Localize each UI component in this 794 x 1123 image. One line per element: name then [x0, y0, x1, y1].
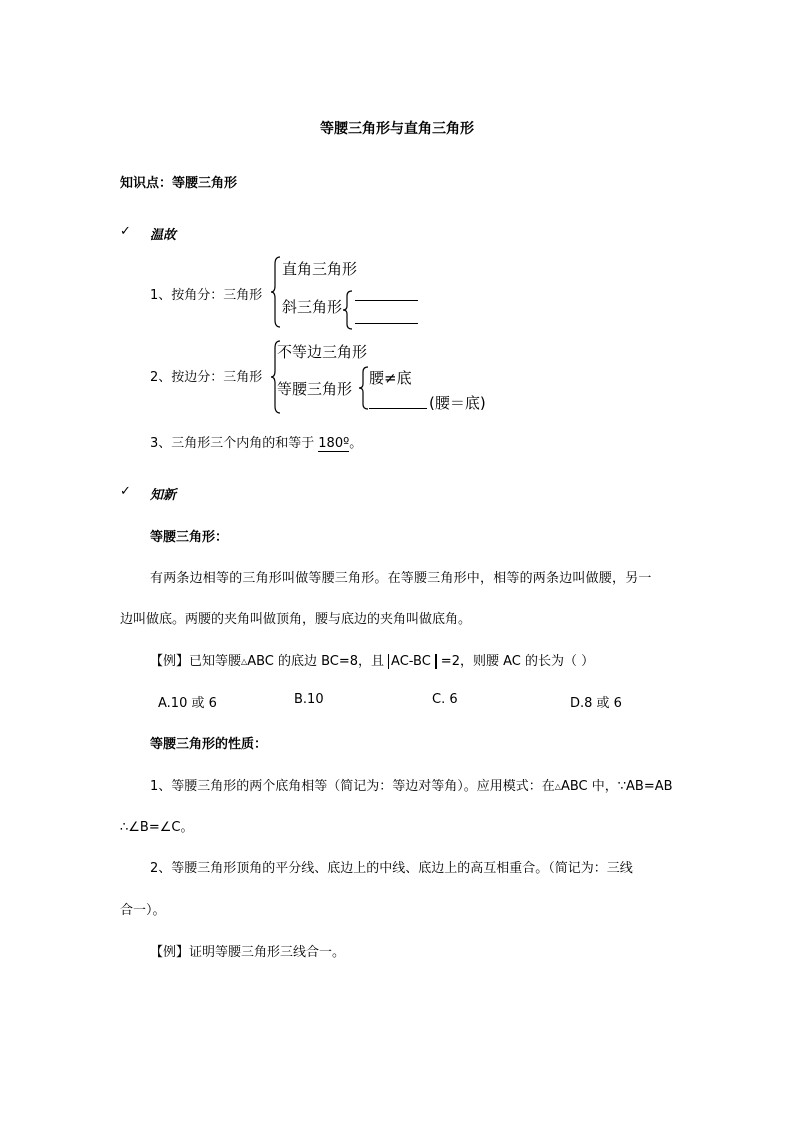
property1-line-1 [150, 775, 673, 794]
review-item3-suffix: 。 [349, 436, 363, 451]
property1-text-b: ABC 中，∵AB=AB [560, 779, 673, 794]
branch-right-triangle: 直角三角形 [282, 260, 358, 278]
definition-heading: 等腰三角形： [150, 530, 229, 545]
left-brace-icon [342, 290, 354, 330]
example1-text-c: =2，则腰 AC 的长为（ ） [440, 654, 595, 669]
triangle-icon: △ [241, 657, 248, 666]
example1 [150, 650, 594, 669]
triangle-icon: △ [554, 782, 561, 791]
branch-scalene-triangle: 不等边三角形 [277, 343, 368, 361]
definition-line-2: 边叫做底。两腰的夹角叫做顶角，腰与底边的夹角叫做底角。 [120, 612, 472, 627]
blank-line [369, 408, 427, 409]
new-knowledge-heading: 知新 [150, 488, 177, 503]
option-a: A.10 或 6 [158, 696, 217, 711]
branch-oblique-triangle: 斜三角形 [282, 298, 343, 316]
blank-line [355, 300, 418, 301]
example1-text-b: ABC 的底边 BC=8，且 [247, 654, 385, 669]
option-b: B.10 [294, 692, 324, 707]
example1-text-a: 已知等腰 [189, 654, 242, 669]
checkmark-icon: ✓ [120, 484, 131, 499]
knowledge-point-heading: 知识点：等腰三角形 [120, 176, 238, 191]
sub-leg-not-base: 腰≠底 [369, 369, 412, 387]
review-item3-answer: 180º [318, 436, 350, 451]
checkmark-icon: ✓ [120, 224, 131, 239]
example-label: 【例】 [150, 654, 190, 669]
review-item2-prefix: 2、按边分：三角形 [150, 370, 263, 385]
property2-line-2: 合一）。 [120, 903, 166, 918]
properties-heading: 等腰三角形的性质： [150, 737, 268, 752]
sub-leg-equals-base: (腰＝底) [429, 394, 486, 412]
property1-text-a: 1、等腰三角形的两个底角相等（简记为：等边对等角）。应用模式：在 [150, 779, 555, 794]
definition-line-1: 有两条边相等的三角形叫做等腰三角形。在等腰三角形中，相等的两条边叫做腰，另一 [150, 571, 652, 586]
property2-line-1: 2、等腰三角形顶角的平分线、底边上的中线、底边上的高互相重合。（简记为：三线 [150, 861, 633, 876]
example2-text: 证明等腰三角形三线合一。 [189, 945, 346, 960]
page-title: 等腰三角形与直角三角形 [320, 121, 474, 137]
abs-expression: AC-BC [388, 654, 437, 669]
review-item3-prefix: 3、三角形三个内角的和等于 [150, 436, 315, 451]
review-heading: 温故 [150, 228, 177, 243]
property1-line-2: ∴∠B=∠C。 [120, 820, 194, 835]
option-c: C. 6 [432, 692, 458, 707]
example-label: 【例】 [150, 945, 190, 960]
example2 [150, 941, 345, 960]
branch-isosceles-triangle: 等腰三角形 [277, 380, 353, 398]
option-d: D.8 或 6 [570, 696, 622, 711]
left-brace-icon [270, 256, 282, 328]
review-item1-prefix: 1、按角分：三角形 [150, 288, 263, 303]
review-item3 [150, 432, 362, 451]
blank-line [355, 323, 418, 324]
